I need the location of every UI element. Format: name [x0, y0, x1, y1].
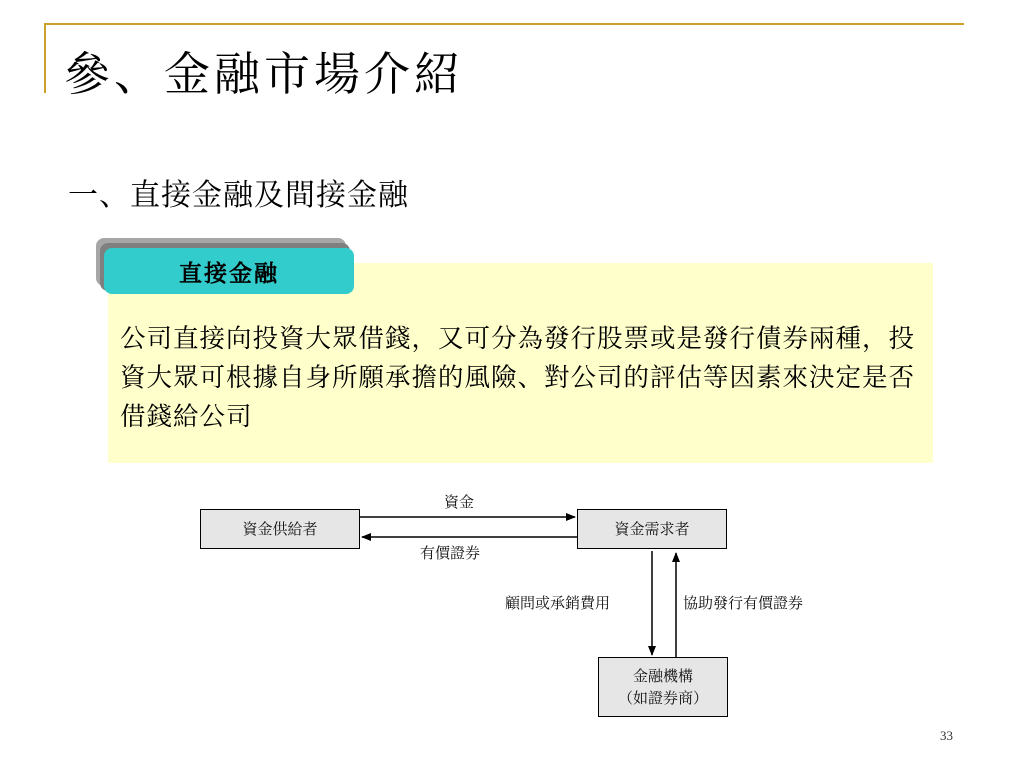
title-frame-left-line [44, 23, 46, 93]
node-fund-supplier [200, 509, 360, 549]
page-title: 參、金融市場介紹 [64, 47, 464, 101]
edge-label-securities: 有價證券 [420, 544, 481, 562]
title-frame-top-line [44, 23, 964, 25]
node-institution-line1: 金融機構 [632, 667, 693, 685]
edge-label-assist-issue: 協助發行有價證券 [683, 594, 804, 612]
edge-label-funds: 資金 [444, 493, 475, 511]
node-fund-demander [577, 509, 727, 549]
edge-label-fees: 顧問或承銷費用 [505, 594, 611, 612]
node-fund-supplier-label: 資金供給者 [242, 520, 318, 538]
definition-tab-label: 直接金融 [179, 259, 279, 287]
definition-tab [104, 248, 354, 294]
node-fund-demander-label: 資金需求者 [614, 520, 690, 538]
section-heading: 一、直接金融及間接金融 [68, 178, 409, 213]
node-institution-line2: （如證券商） [617, 689, 708, 707]
node-financial-institution [598, 657, 728, 717]
definition-text: 公司直接向投資大眾借錢，又可分為發行股票或是發行債券兩種，投資大眾可根據自身所願承擔的風險、對公司的評估等因素來決定是否借錢給公司 [120, 324, 916, 432]
page-number: 33 [940, 728, 953, 743]
